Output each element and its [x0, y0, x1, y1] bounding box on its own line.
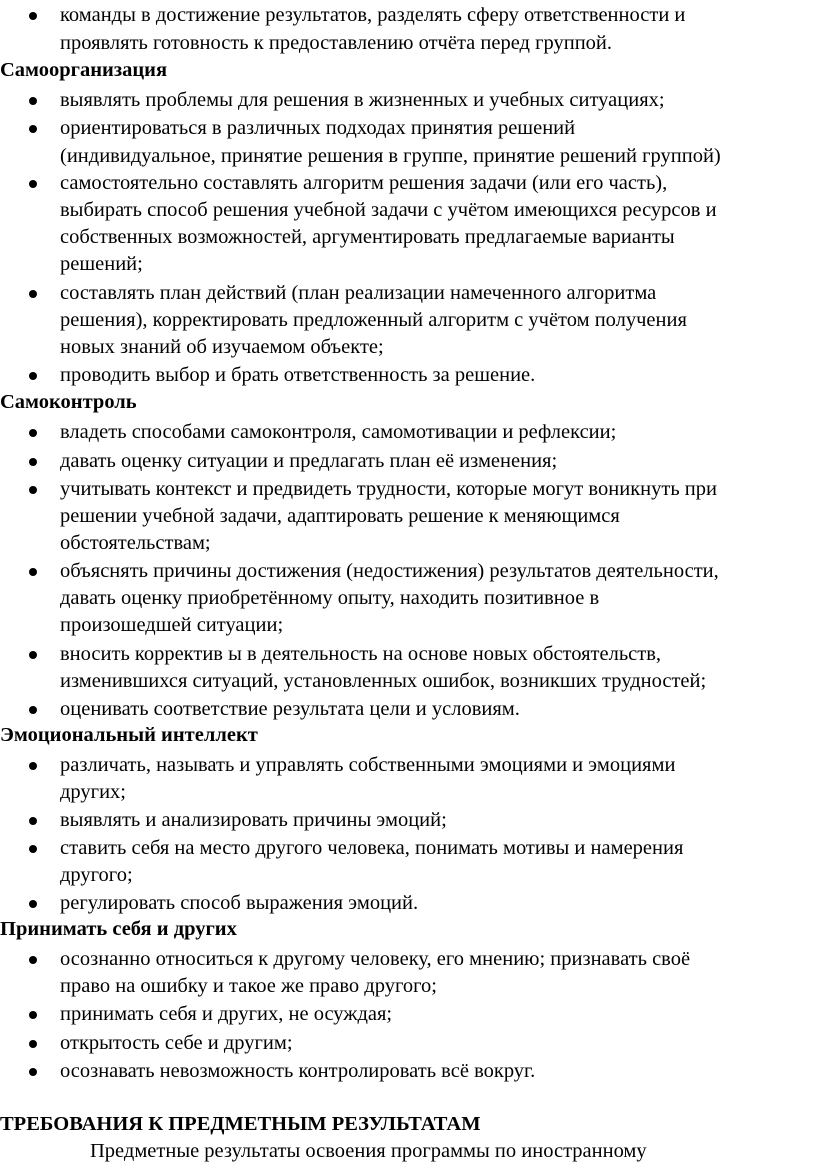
list-item: проводить выбор и брать ответственность за решение.	[60, 364, 536, 386]
list-item-line: произошедшей ситуации;	[60, 614, 284, 636]
bullet-icon	[29, 762, 37, 770]
bullet-icon	[29, 372, 37, 380]
list-item: самостоятельно составлять алгоритм решения задачи (или его часть),	[60, 172, 668, 194]
bullet-icon	[29, 1011, 37, 1019]
list-item: выявлять и анализировать причины эмоций;	[60, 809, 447, 831]
list-item: различать, называть и управлять собственными эмоциями и эмоциями	[60, 754, 676, 776]
list-item-line: решений;	[60, 253, 143, 275]
list-item: учитывать контекст и предвидеть трудности, которые могут вoникнуть при	[60, 478, 718, 500]
list-item-line: право на ошибку и такое же право другого;	[60, 975, 437, 997]
list-item: составлять план действий (план реализации намеченного алгоритма	[60, 282, 657, 304]
list-item-line: решении учебной задачи, адаптировать решение к меняющимся	[60, 505, 620, 527]
bullet-icon	[29, 1068, 37, 1076]
bullet-icon	[29, 458, 37, 466]
list-item: осознавать невозможность контролировать всё вокруг.	[60, 1060, 536, 1082]
bullet-icon	[29, 706, 37, 714]
bullet-icon	[29, 956, 37, 964]
bullet-icon	[29, 429, 37, 437]
list-item: владеть способами самоконтроля, самомотивации и рефлексии;	[60, 421, 617, 443]
list-item-line: другого;	[60, 864, 133, 886]
bullet-icon	[29, 290, 37, 298]
list-item-line: команды в достижение результатов, разделять сферу ответственности и	[60, 4, 686, 26]
list-item: регулировать способ выражения эмоций.	[60, 892, 419, 914]
bullet-icon	[29, 180, 37, 188]
list-item-line: собственных возможностей, аргументировать предлагаемые варианты	[60, 226, 675, 248]
list-item: объяснять причины достижения (недостижения) результатов деятельности,	[60, 560, 719, 582]
bullet-icon	[29, 1040, 37, 1048]
bullet-icon	[29, 97, 37, 105]
paragraph-line: Предметные результаты освоения программы по иностранному	[90, 1140, 647, 1162]
list-item: оценивать соответствие результата цели и условиям.	[60, 698, 520, 720]
section-heading-accept-self-and-others: Принимать себя и других	[0, 918, 237, 940]
list-item-line: выбирать способ решения учебной задачи с учётом имеющихся ресурсов и	[60, 199, 717, 221]
bullet-icon	[29, 486, 37, 494]
list-item: открытость себе и другим;	[60, 1032, 293, 1054]
bullet-icon	[29, 12, 37, 20]
bullet-icon	[29, 651, 37, 659]
bullet-icon	[29, 125, 37, 133]
bullet-icon	[29, 900, 37, 908]
list-item-line: новых знаний об изучаемом объекте;	[60, 336, 384, 358]
section-heading-self-organization: Самоорганизация	[0, 59, 168, 81]
list-item: принимать себя и других, не осуждая;	[60, 1003, 393, 1025]
list-item: давать оценку ситуации и предлагать план её изменения;	[60, 450, 558, 472]
list-item-line: решения), корректировать предложенный алгоритм с учётом получения	[60, 309, 687, 331]
list-item-line: изменившихся ситуаций, установленных ошибок, возникших трудностей;	[60, 670, 707, 692]
list-item-line: проявлять готовность к предоставлению отчёта перед группой.	[60, 32, 613, 54]
bullet-icon	[29, 817, 37, 825]
list-item-line: (индивидуальное, принятие решения в группе, принятие решений группой)	[60, 145, 721, 167]
bullet-icon	[29, 568, 37, 576]
list-item: осознанно относиться к другому человеку, его мнению; признавать своё	[60, 948, 691, 970]
list-item: вносить корректив ы в деятельность на основе новых обстоятельств,	[60, 643, 662, 665]
list-item: выявлять проблемы для решения в жизненных и учебных ситуациях;	[60, 89, 665, 111]
list-item-line: других;	[60, 781, 126, 803]
list-item-line: давать оценку приобретённому опыту, находить позитивное в	[60, 587, 600, 609]
list-item: ставить себя на место другого человека, понимать мотивы и намерения	[60, 837, 684, 859]
list-item: ориентироваться в различных подходах принятия решений	[60, 117, 576, 139]
section-heading-emotional-intelligence: Эмоциональный интеллект	[0, 724, 258, 746]
list-item-line: обстоятельствам;	[60, 532, 211, 554]
section-title-subject-results: ТРЕБОВАНИЯ К ПРЕДМЕТНЫМ РЕЗУЛЬТАТАМ	[0, 1113, 481, 1135]
section-heading-self-control: Самоконтроль	[0, 391, 137, 413]
bullet-icon	[29, 845, 37, 853]
